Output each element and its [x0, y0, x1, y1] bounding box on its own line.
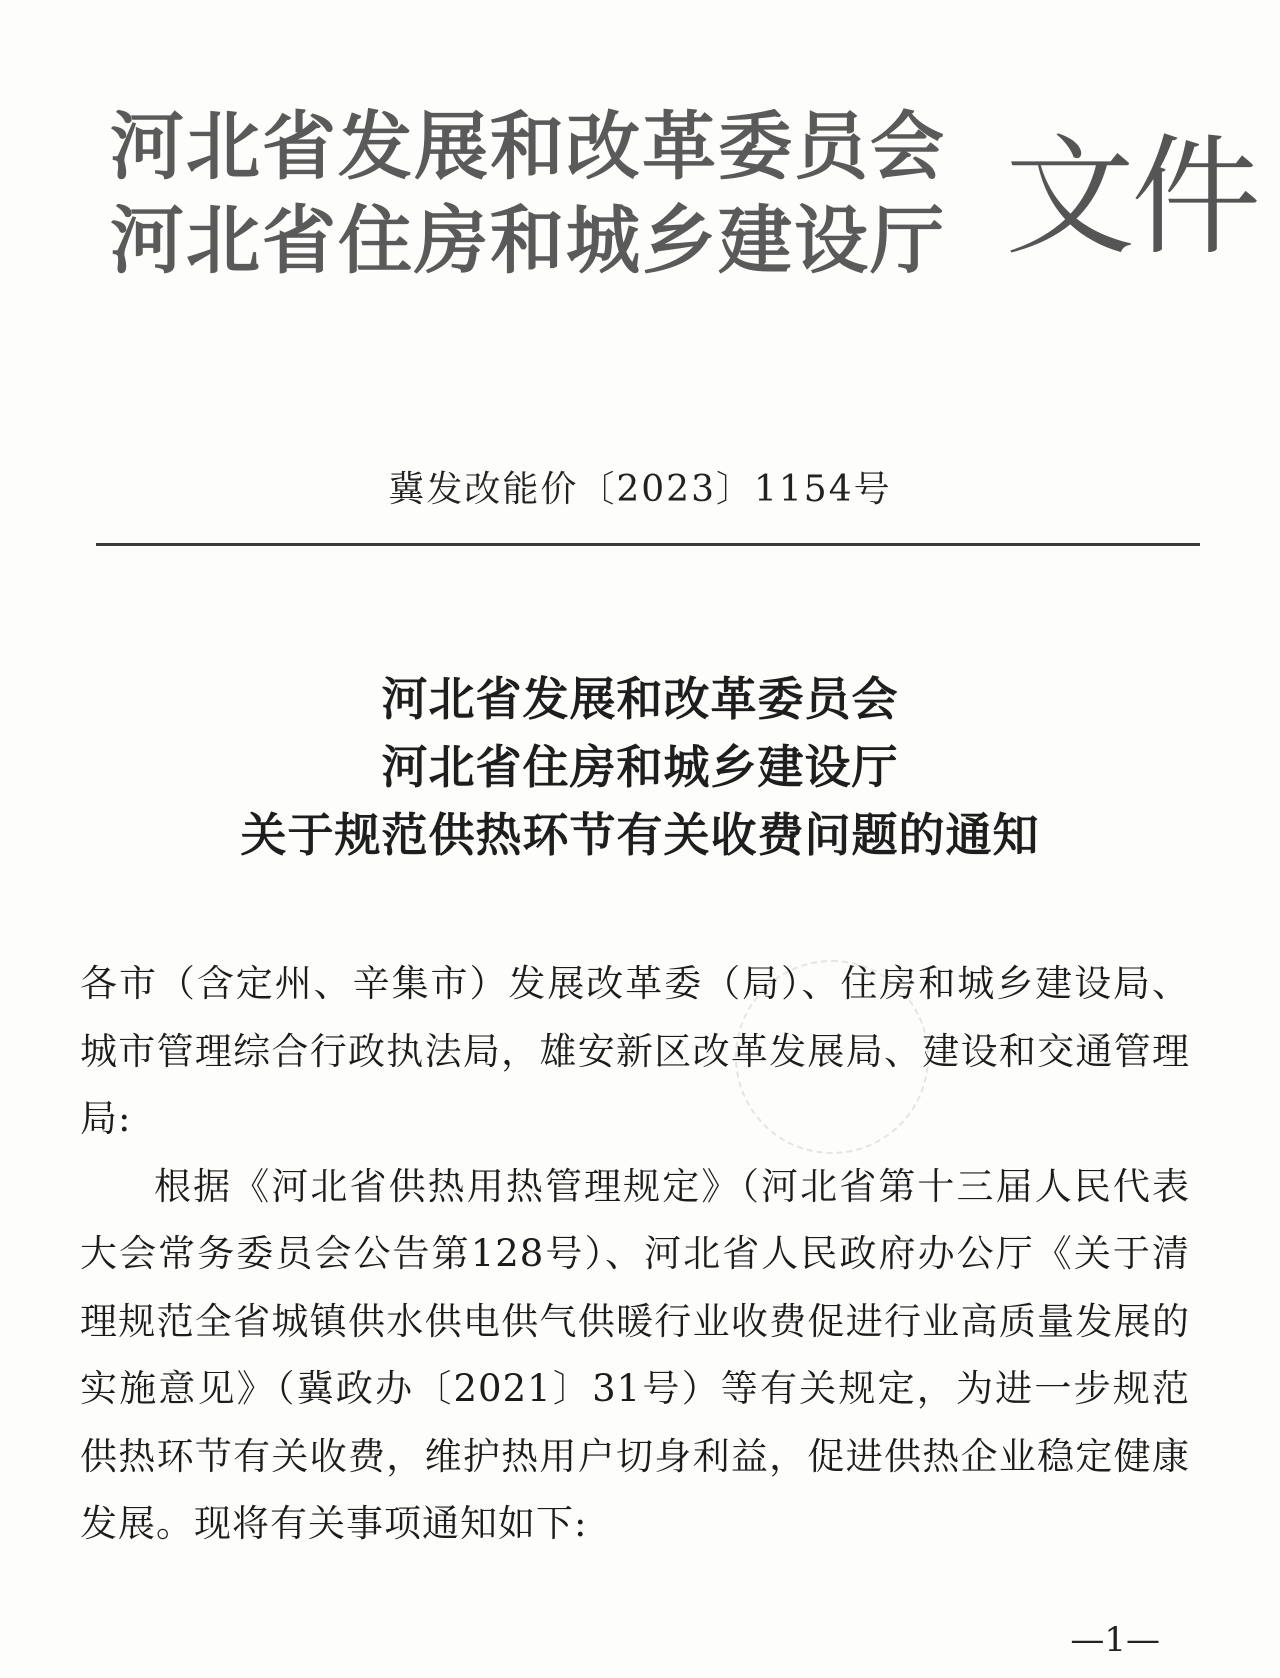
addressee: 各市（含定州、辛集市）发展改革委（局）、住房和城乡建设局、城市管理综合行政执法局，雄安新区改革发展局、建设和交通管理局:	[80, 962, 1190, 1140]
document-header	[110, 100, 1258, 290]
title-line-2: 河北省住房和城乡建设厅	[381, 740, 899, 794]
title-line-3: 关于规范供热环节有关收费问题的通知	[240, 808, 1040, 862]
header-divider	[96, 543, 1200, 546]
document-mark: 文件	[1005, 121, 1258, 273]
body-paragraph-1: 根据《河北省供热用热管理规定》（河北省第十三届人民代表大会常务委员会公告第128号）、河北省人民政府办公厅《关于清理规范全省城镇供水供电供气供暖行业收费促进行业高质量发展的实施意见》（冀政办〔2021〕31号）等有关规定，为进一步规范供热环节有关收费，维护热用户切身利益，促进供热企业稳定健康发展。现将有关事项通知如下:	[80, 1164, 1190, 1545]
document-number: 冀发改能价〔2023〕1154号	[388, 469, 892, 510]
page-number: —1—	[1070, 1620, 1160, 1660]
document-title	[0, 665, 1280, 869]
issuing-agencies	[110, 100, 946, 288]
document-body	[80, 950, 1190, 1558]
issuer-line-1: 河北省发展和改革委员会	[110, 104, 946, 190]
issuer-line-2: 河北省住房和城乡建设厅	[110, 198, 946, 284]
title-line-1: 河北省发展和改革委员会	[381, 672, 899, 726]
